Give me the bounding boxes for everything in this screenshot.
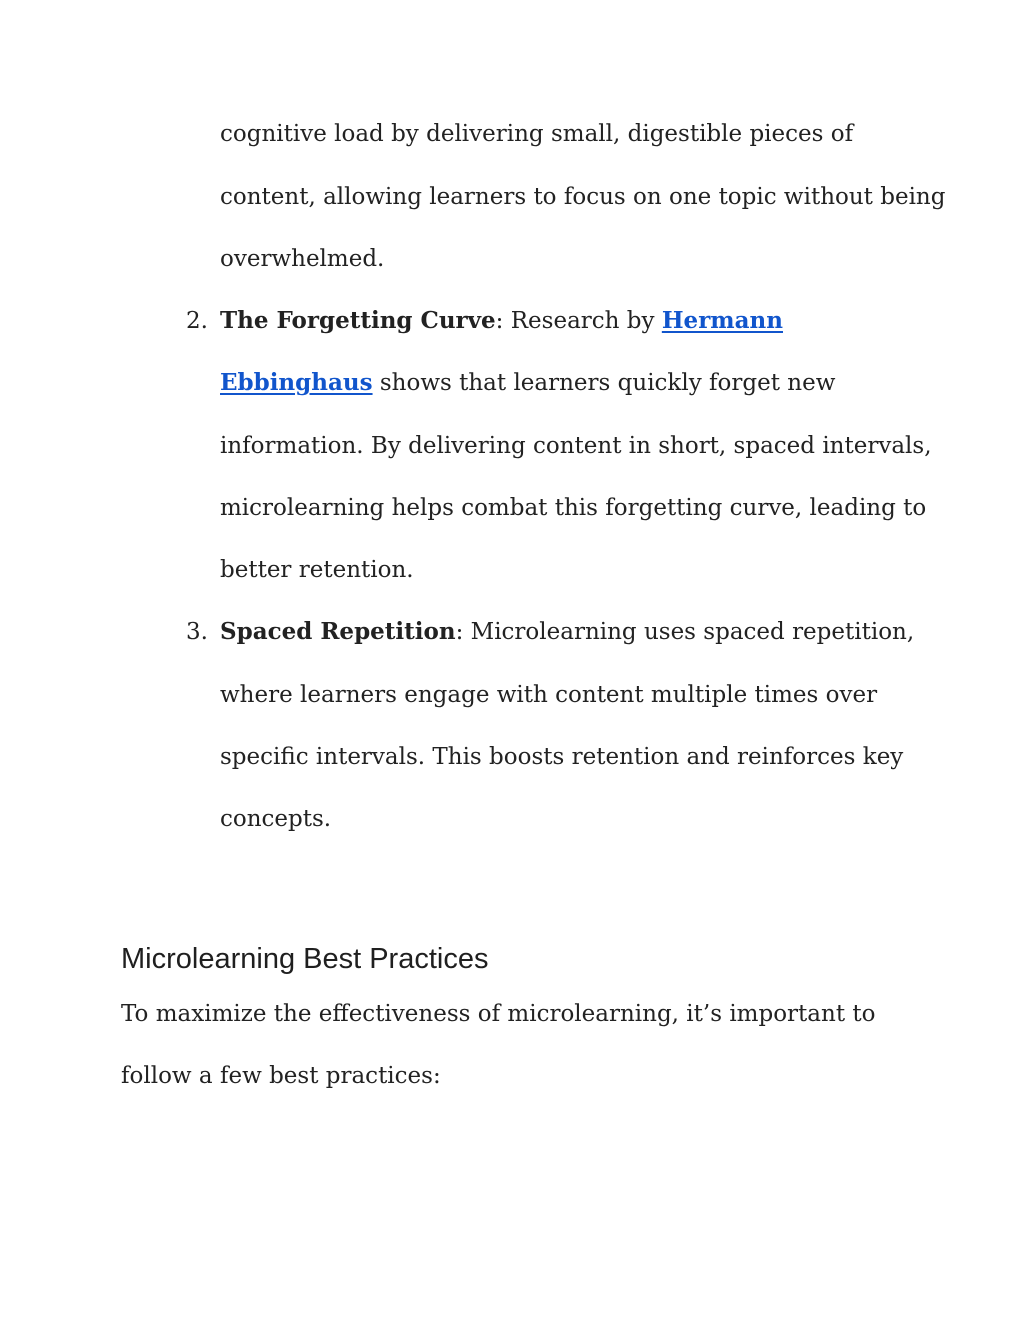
list-item-1-line-3: overwhelmed.: [220, 246, 385, 272]
list-item-2-line-4: microlearning helps combat this forgetting curve, leading to: [220, 495, 927, 521]
section-paragraph-line-2: follow a few best practices:: [121, 1063, 441, 1089]
list-item-1-line-1: cognitive load by delivering small, digestible pieces of: [220, 121, 854, 147]
list-item-2-line-3: information. By delivering content in short, spaced intervals,: [220, 433, 932, 459]
list-item-3-colon: :: [455, 619, 464, 645]
ebbinghaus-link-part-2[interactable]: Ebbinghaus: [220, 369, 373, 396]
list-item-3-line-1: [220, 617, 914, 647]
list-item-3-line-2: where learners engage with content multiple times over: [220, 682, 878, 708]
list-item-1-line-2: content, allowing learners to focus on one topic without being: [220, 184, 946, 210]
list-item-3-term: Spaced Repetition: [220, 618, 456, 645]
section-heading: Microlearning Best Practices: [121, 943, 489, 975]
list-item-2-term: The Forgetting Curve: [220, 307, 496, 334]
list-item-2-line-5: better retention.: [220, 557, 414, 583]
list-item-2-line-2-rest: shows that learners quickly forget new: [372, 370, 836, 396]
list-item-2-number: 2.: [186, 308, 208, 334]
list-item-2-line-2: [220, 368, 835, 398]
list-item-3-number: 3.: [186, 619, 208, 645]
list-item-3-line-4: concepts.: [220, 806, 332, 832]
section-paragraph-line-1: To maximize the effectiveness of microlearning, it’s important to: [121, 1001, 876, 1027]
ebbinghaus-link-part-1[interactable]: Hermann: [661, 307, 783, 334]
list-item-2-lead-text: Research by: [503, 308, 662, 334]
list-item-2-colon: :: [495, 308, 504, 334]
list-item-3-line-3: specific intervals. This boosts retention and reinforces key: [220, 744, 904, 770]
list-item-2-line-1: [220, 306, 783, 336]
list-item-3-lead-text: Microlearning uses spaced repetition,: [463, 619, 915, 645]
